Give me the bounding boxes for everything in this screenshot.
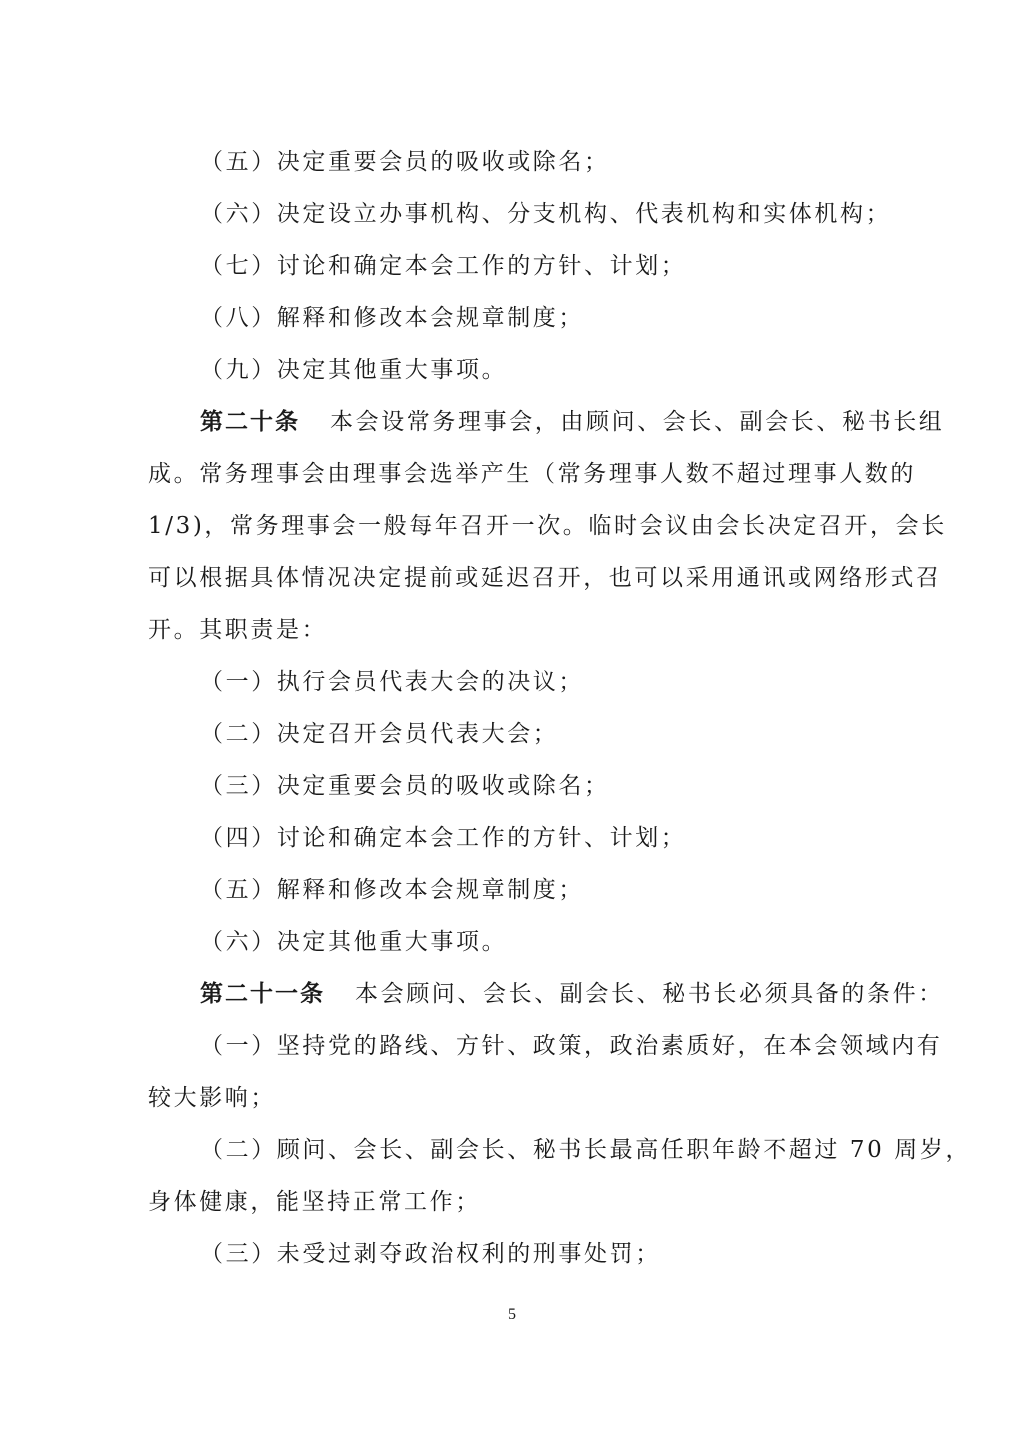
paragraph-line: 开。其职责是： bbox=[148, 617, 328, 643]
list-item: （六）决定设立办事机构、分支机构、代表机构和实体机构； bbox=[200, 201, 892, 227]
article-20-label: 第二十条 bbox=[200, 409, 300, 435]
paragraph-line: 身体健康，能坚持正常工作； bbox=[148, 1189, 481, 1215]
paragraph-line: 较大影响； bbox=[148, 1085, 276, 1111]
article-21-label: 第二十一条 bbox=[200, 981, 325, 1007]
page-number: 5 bbox=[508, 1306, 516, 1323]
paragraph-line: 1/3)，常务理事会一般每年召开一次。临时会议由会长决定召开，会长 bbox=[148, 513, 947, 539]
list-item: （四）讨论和确定本会工作的方针、计划； bbox=[200, 825, 687, 851]
list-item: （七）讨论和确定本会工作的方针、计划； bbox=[200, 253, 687, 279]
list-item: （八）解释和修改本会规章制度； bbox=[200, 305, 584, 331]
list-item: （三）决定重要会员的吸收或除名； bbox=[200, 773, 610, 799]
paragraph-line: 成。常务理事会由理事会选举产生（常务理事人数不超过理事人数的 bbox=[148, 461, 916, 487]
article-21-text: 本会顾问、会长、副会长、秘书长必须具备的条件： bbox=[355, 981, 944, 1007]
article-21-first-line bbox=[148, 968, 944, 1020]
list-item: （六）决定其他重大事项。 bbox=[200, 929, 508, 955]
list-item: （三）未受过剥夺政治权利的刑事处罚； bbox=[200, 1241, 661, 1267]
article-20-text: 本会设常务理事会，由顾问、会长、副会长、秘书长组 bbox=[330, 409, 945, 435]
list-item: （二）顾问、会长、副会长、秘书长最高任职年龄不超过 70 周岁， bbox=[200, 1137, 972, 1163]
paragraph-line: 可以根据具体情况决定提前或延迟召开，也可以采用通讯或网络形式召 bbox=[148, 565, 942, 591]
list-item: （二）决定召开会员代表大会； bbox=[200, 721, 559, 747]
article-20-first-line bbox=[148, 396, 945, 448]
document-body bbox=[148, 136, 972, 1280]
list-item: （九）决定其他重大事项。 bbox=[200, 357, 508, 383]
list-item: （五）决定重要会员的吸收或除名； bbox=[200, 149, 610, 175]
list-item: （五）解释和修改本会规章制度； bbox=[200, 877, 584, 903]
list-item: （一）执行会员代表大会的决议； bbox=[200, 669, 584, 695]
list-item: （一）坚持党的路线、方针、政策，政治素质好，在本会领域内有 bbox=[200, 1033, 943, 1059]
